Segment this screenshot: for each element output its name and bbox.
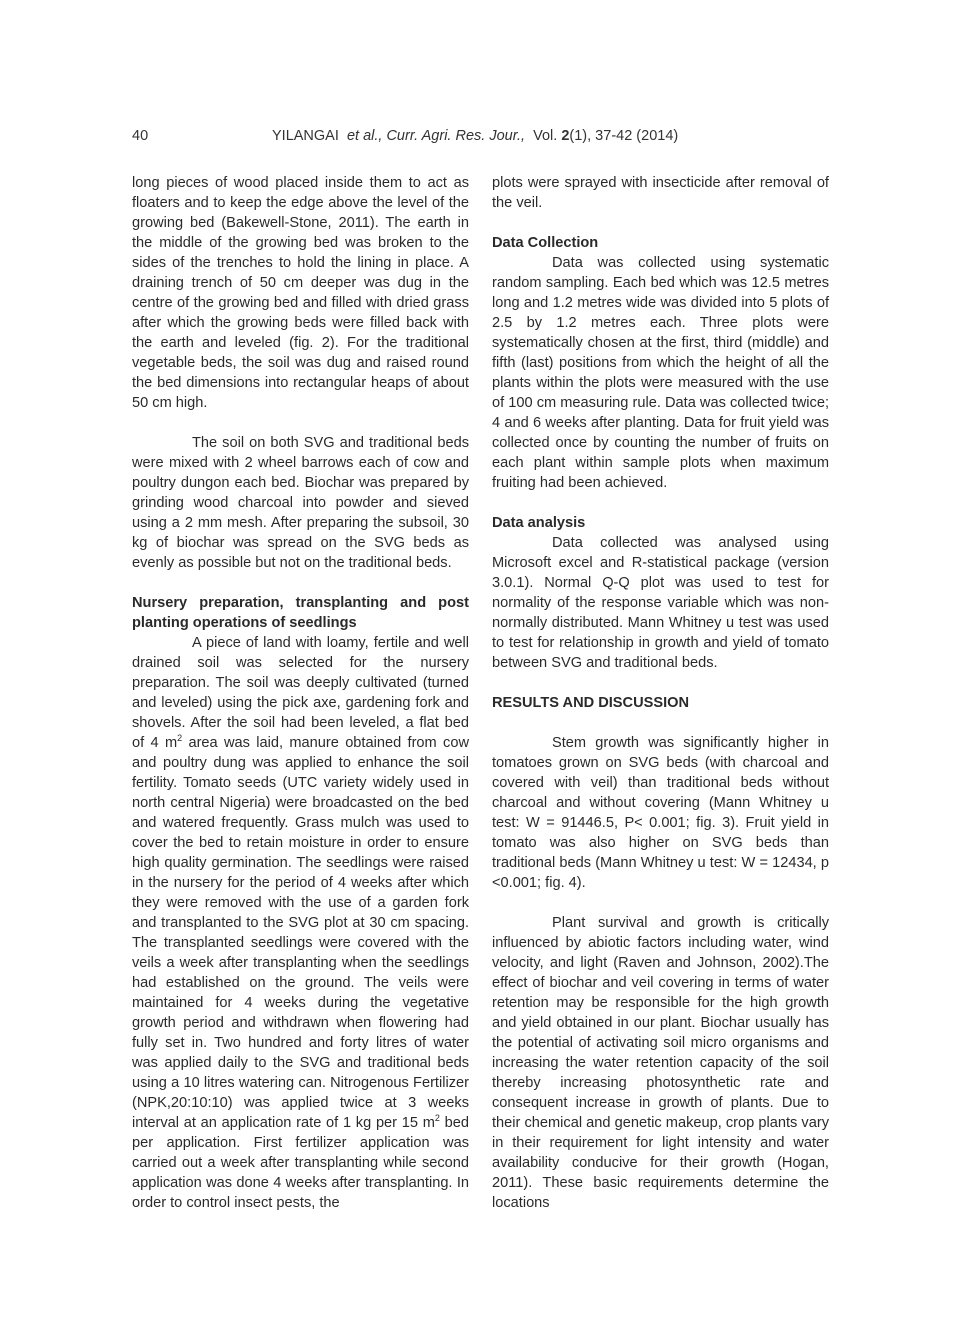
- running-header: [132, 128, 829, 150]
- left-column: [132, 173, 469, 1213]
- superscript-m2: 2: [434, 1113, 440, 1124]
- paragraph-results: Stem growth was significantly higher in tomatoes grown on SVG beds (with charcoal and covered with veil) than traditional beds without charcoal and without covering (Mann Whitney u test: W = 91446.5, P< 0.001; fig. 3). Fruit yield in tomato was also higher on SVG beds than traditional beds (Mann Whitney u test: W = 12434, p <0.001; fig. 4).: [492, 735, 829, 891]
- header-vol-prefix: Vol.: [533, 128, 558, 144]
- section-heading-data-analysis: Data analysis: [492, 515, 586, 531]
- right-column: [492, 173, 829, 1213]
- nursery-text-c: bed per application. First fertilizer application was carried out a week after transplanting while second application was done 4 weeks after transplanting. In order to control insect pests, the: [132, 1115, 469, 1211]
- paragraph-discussion: Plant survival and growth is critically influenced by abiotic factors including water, wind velocity, and light (Raven and Johnson, 2002).The effect of biochar and veil covering in terms of water retention may be responsible for the high growth and yield obtained in our plant. Biochar usually has the potential of activating soil micro organisms and increasing the water retention capacity of the soil thereby increasing photosynthetic rate and consequent increase in growth of plants. Due to their chemical and genetic makeup, crop plants vary in their requirement for light intensity and water availability conducive for their growth (Hogan, 2011). These basic requirements determine the locations: [492, 915, 829, 1211]
- header-et-al: et al.,: [346, 128, 383, 144]
- paragraph-insecticide: plots were sprayed with insecticide after removal of the veil.: [492, 175, 829, 211]
- header-journal: Curr. Agri. Res. Jour.,: [386, 128, 526, 144]
- section-heading-nursery: Nursery preparation, transplanting and post planting operations of seedlings: [132, 595, 469, 631]
- paragraph-data-analysis: Data collected was analysed using Microsoft excel and R-statistical package (version 3.0.1). Normal Q-Q plot was used to test for normality of the response variable which was non-normally distributed. Mann Whitney u test was used to test for relationship in growth and yield of tomato between SVG and traditional beds.: [492, 535, 829, 671]
- section-heading-results: RESULTS AND DISCUSSION: [492, 695, 690, 711]
- journal-citation: [272, 128, 678, 144]
- page-number: 40: [132, 128, 149, 144]
- paragraph-bed-construction: long pieces of wood placed inside them to act as floaters and to keep the edge above the level of the growing bed (Bakewell-Stone, 2011). The earth in the middle of the growing bed was broken to the sides of the trenches to hold the lining in place. A draining trench of 50 cm deeper was dug in the centre of the growing bed and filled with dried grass after which the growing beds were filled back with the earth and leveled (fig. 2). For the traditional vegetable beds, the soil was dug and raised round the bed dimensions into rectangular heaps of about 50 cm high.: [132, 175, 469, 411]
- paragraph-soil-mixing: The soil on both SVG and traditional beds were mixed with 2 wheel barrows each of cow and poultry dungon each bed. Biochar was prepared by grinding wood charcoal into powder and sieved using a 2 mm mesh. After preparing the subsoil, 30 kg of biochar was spread on the SVG beds as evenly as possible but not on the traditional beds.: [132, 435, 469, 571]
- nursery-text-a: A piece of land with loamy, fertile and well drained soil was selected for the nursery preparation. The soil was deeply cultivated (turned and leveled) using the pick axe, gardening fork and shovels. After the soil had been leveled, a flat bed of 4 m: [132, 635, 469, 751]
- paragraph-data-collection: Data was collected using systematic random sampling. Each bed which was 12.5 metres long and 1.2 metres wide was divided into 5 plots of 2.5 by 1.2 metres each. Three plots were systematically chosen at the first, third (middle) and fifth (last) positions from which the height of all the plants within the plots were measured with the use of 100 cm measuring rule. Data was collected twice; 4 and 6 weeks after planting. Data for fruit yield was collected once by counting the number of fruits on each plant within sample plots when maximum fruiting had been achieved.: [492, 255, 829, 491]
- header-authors: YILANGAI: [272, 128, 339, 144]
- header-issue: (1), 37-42 (2014): [569, 128, 679, 144]
- superscript-m2: 2: [177, 733, 183, 744]
- nursery-text-b: area was laid, manure obtained from cow and poultry dung was applied to enhance the soil fertility. Tomato seeds (UTC variety widely used in north central Nigeria) were broadcasted on the bed and watered frequently. Grass mulch was used to cover the bed to retain moisture in order to ensure high quality germination. The seedlings were raised in the nursery for the period of 4 weeks after which they were removed with the use of a garden fork and transplanted to the SVG plot at 30 cm spacing. The transplanted seedlings were covered with the veils a week after transplanting when the seedlings had established on the ground. The veils were maintained for 4 weeks during the vegetative growth period and withdrawn when flowering had fully set in. Two hundred and forty litres of water was applied daily to the SVG and traditional beds using a 10 litres watering can. Nitrogenous Fertilizer (NPK,20:10:10) was applied twice at 3 weeks interval at an application rate of 1 kg per 15 m: [132, 735, 469, 1131]
- paragraph-nursery: [132, 633, 469, 1213]
- header-volume: 2: [561, 128, 570, 144]
- section-heading-data-collection: Data Collection: [492, 235, 599, 251]
